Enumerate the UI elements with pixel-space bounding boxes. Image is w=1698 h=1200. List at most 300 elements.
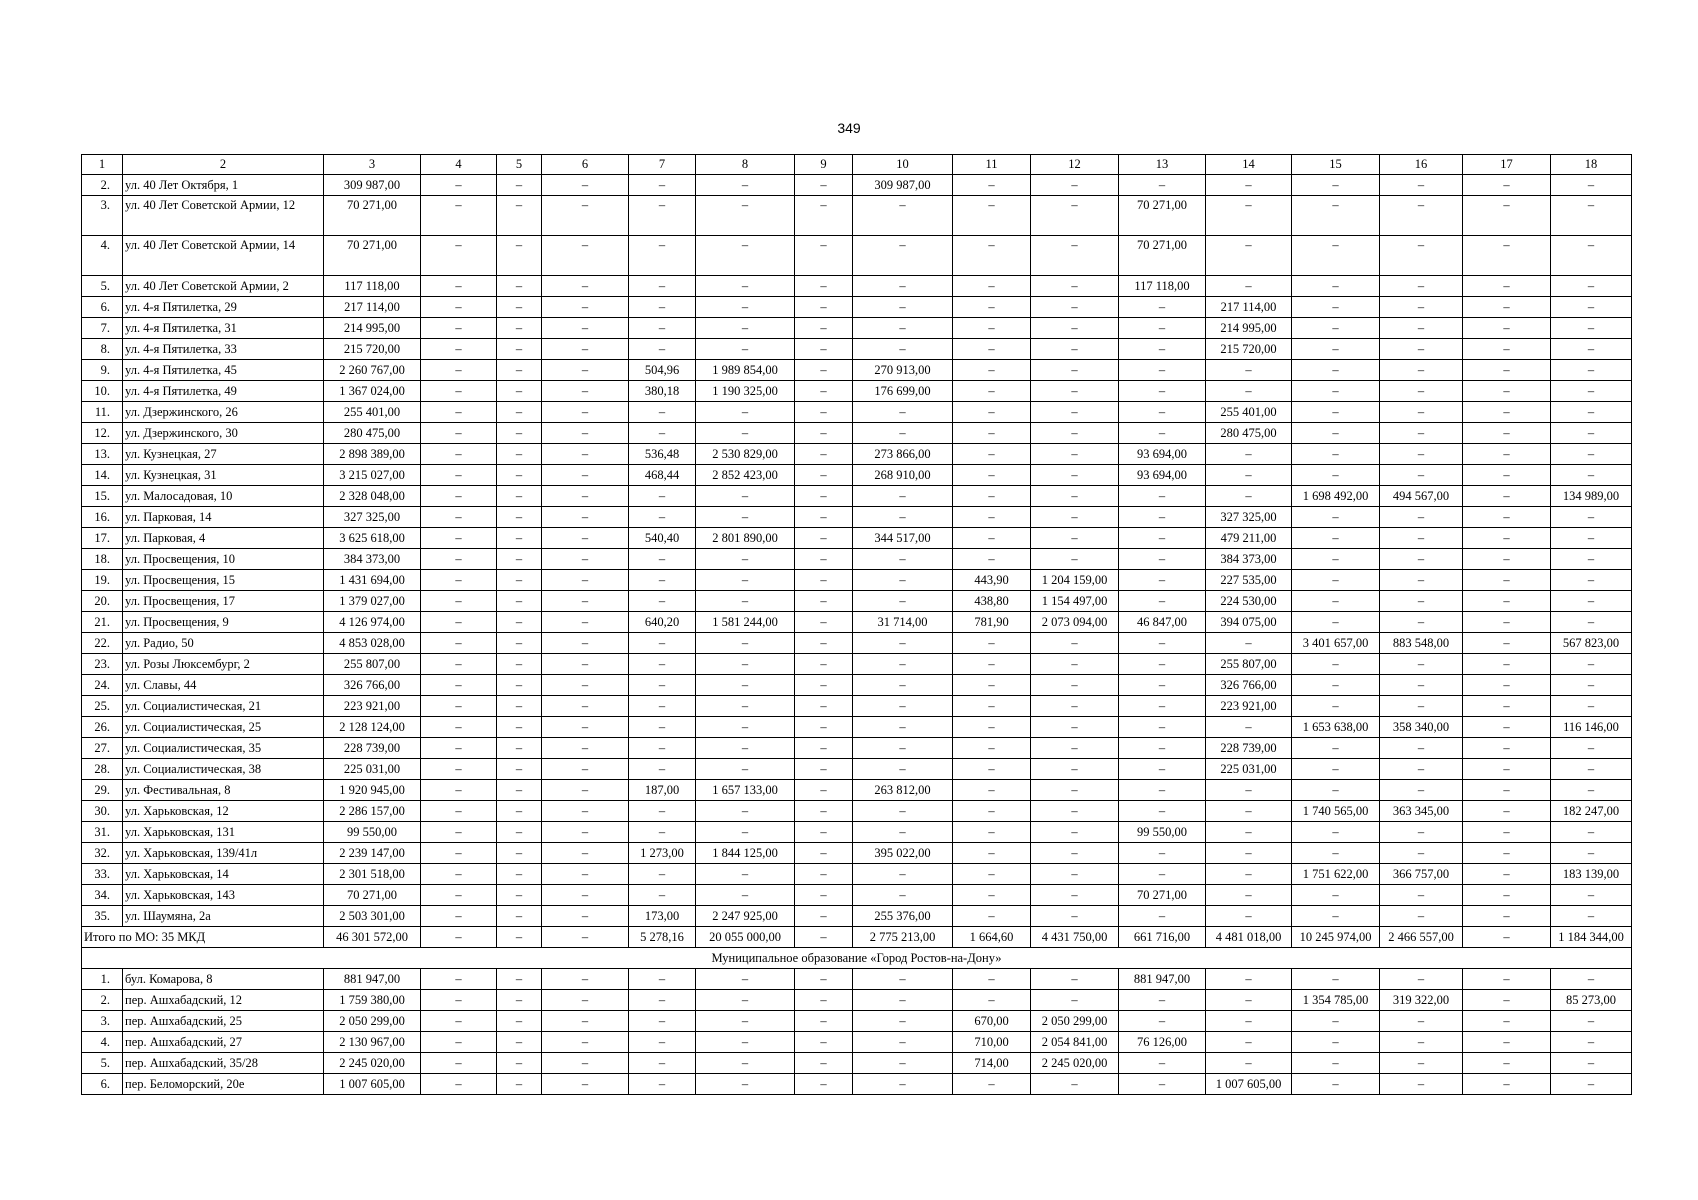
- value-cell: –: [696, 507, 795, 528]
- value-cell: –: [1292, 423, 1380, 444]
- value-cell: –: [1292, 1032, 1380, 1053]
- value-cell: –: [795, 1074, 853, 1095]
- value-cell: –: [1031, 675, 1119, 696]
- value-cell: –: [1380, 444, 1463, 465]
- value-cell: –: [795, 1032, 853, 1053]
- value-cell: –: [497, 276, 542, 297]
- row-number: 35.: [82, 906, 123, 927]
- value-cell: –: [853, 654, 953, 675]
- value-cell: –: [1206, 969, 1292, 990]
- row-number: 23.: [82, 654, 123, 675]
- value-cell: –: [1463, 675, 1551, 696]
- value-cell: –: [795, 528, 853, 549]
- value-cell: –: [795, 196, 853, 236]
- value-cell: –: [1551, 423, 1632, 444]
- table-row: [82, 612, 1632, 633]
- value-cell: –: [1551, 528, 1632, 549]
- value-cell: 395 022,00: [853, 843, 953, 864]
- value-cell: –: [542, 1032, 629, 1053]
- value-cell: –: [795, 236, 853, 276]
- value-cell: 567 823,00: [1551, 633, 1632, 654]
- value-cell: –: [629, 801, 696, 822]
- row-number: 6.: [82, 1074, 123, 1095]
- value-cell: –: [542, 843, 629, 864]
- value-cell: –: [953, 696, 1031, 717]
- value-cell: –: [953, 675, 1031, 696]
- table-row: [82, 297, 1632, 318]
- value-cell: –: [853, 633, 953, 654]
- value-cell: –: [421, 236, 497, 276]
- value-cell: –: [853, 759, 953, 780]
- value-cell: –: [1463, 969, 1551, 990]
- table-row: [82, 969, 1632, 990]
- value-cell: –: [1551, 1074, 1632, 1095]
- value-cell: –: [1292, 822, 1380, 843]
- value-cell: –: [1551, 196, 1632, 236]
- value-cell: –: [1031, 528, 1119, 549]
- value-cell: –: [421, 885, 497, 906]
- table-row: [82, 759, 1632, 780]
- column-number: 6: [542, 155, 629, 175]
- value-cell: –: [853, 1011, 953, 1032]
- value-cell: –: [1119, 175, 1206, 196]
- address-cell: ул. 4-я Пятилетка, 31: [123, 318, 324, 339]
- value-cell: –: [421, 360, 497, 381]
- value-cell: –: [1292, 738, 1380, 759]
- value-cell: –: [1463, 717, 1551, 738]
- value-cell: 2 801 890,00: [696, 528, 795, 549]
- value-cell: –: [1551, 591, 1632, 612]
- value-cell: 1 007 605,00: [1206, 1074, 1292, 1095]
- address-cell: ул. Харьковская, 131: [123, 822, 324, 843]
- value-cell: –: [696, 885, 795, 906]
- value-cell: –: [1031, 402, 1119, 423]
- address-cell: ул. Социалистическая, 35: [123, 738, 324, 759]
- value-cell: –: [1031, 339, 1119, 360]
- value-cell: –: [1380, 175, 1463, 196]
- value-cell: –: [1463, 1074, 1551, 1095]
- value-cell: –: [1463, 591, 1551, 612]
- value-cell: 1 354 785,00: [1292, 990, 1380, 1011]
- value-cell: –: [696, 423, 795, 444]
- row-number: 7.: [82, 318, 123, 339]
- value-cell: 1 379 027,00: [324, 591, 421, 612]
- value-cell: –: [542, 654, 629, 675]
- column-number: 16: [1380, 155, 1463, 175]
- value-cell: –: [1380, 969, 1463, 990]
- value-cell: –: [421, 759, 497, 780]
- value-cell: –: [421, 196, 497, 236]
- value-cell: –: [1463, 612, 1551, 633]
- value-cell: –: [1119, 339, 1206, 360]
- value-cell: –: [1119, 1053, 1206, 1074]
- value-cell: –: [853, 801, 953, 822]
- value-cell: –: [1292, 1011, 1380, 1032]
- value-cell: –: [953, 465, 1031, 486]
- value-cell: 215 720,00: [324, 339, 421, 360]
- value-cell: –: [1031, 236, 1119, 276]
- address-cell: ул. Шаумяна, 2а: [123, 906, 324, 927]
- table-row: [82, 444, 1632, 465]
- value-cell: –: [795, 339, 853, 360]
- table-row: [82, 570, 1632, 591]
- value-cell: –: [1463, 175, 1551, 196]
- total-value-cell: –: [421, 927, 497, 948]
- value-cell: 117 118,00: [324, 276, 421, 297]
- value-cell: –: [1463, 990, 1551, 1011]
- table-row: [82, 654, 1632, 675]
- total-value-cell: 1 184 344,00: [1551, 927, 1632, 948]
- value-cell: –: [1551, 738, 1632, 759]
- value-cell: –: [795, 717, 853, 738]
- value-cell: –: [1380, 822, 1463, 843]
- value-cell: –: [542, 423, 629, 444]
- value-cell: 384 373,00: [1206, 549, 1292, 570]
- row-number: 32.: [82, 843, 123, 864]
- value-cell: –: [696, 486, 795, 507]
- value-cell: 223 921,00: [1206, 696, 1292, 717]
- value-cell: –: [1292, 175, 1380, 196]
- value-cell: –: [542, 906, 629, 927]
- address-cell: ул. 40 Лет Советской Армии, 2: [123, 276, 324, 297]
- value-cell: –: [696, 297, 795, 318]
- value-cell: –: [629, 339, 696, 360]
- value-cell: –: [1119, 780, 1206, 801]
- value-cell: –: [853, 864, 953, 885]
- value-cell: –: [1463, 318, 1551, 339]
- value-cell: 176 699,00: [853, 381, 953, 402]
- value-cell: 217 114,00: [1206, 297, 1292, 318]
- value-cell: –: [853, 507, 953, 528]
- value-cell: –: [853, 675, 953, 696]
- value-cell: –: [1031, 486, 1119, 507]
- total-value-cell: 46 301 572,00: [324, 927, 421, 948]
- value-cell: 883 548,00: [1380, 633, 1463, 654]
- value-cell: –: [542, 486, 629, 507]
- value-cell: –: [629, 738, 696, 759]
- value-cell: –: [953, 444, 1031, 465]
- value-cell: 215 720,00: [1206, 339, 1292, 360]
- value-cell: –: [1463, 444, 1551, 465]
- value-cell: 380,18: [629, 381, 696, 402]
- row-number: 8.: [82, 339, 123, 360]
- value-cell: 2 239 147,00: [324, 843, 421, 864]
- value-cell: –: [1380, 528, 1463, 549]
- value-cell: –: [1380, 196, 1463, 236]
- value-cell: –: [696, 654, 795, 675]
- value-cell: –: [1380, 1011, 1463, 1032]
- value-cell: –: [853, 339, 953, 360]
- value-cell: 1 759 380,00: [324, 990, 421, 1011]
- value-cell: –: [1206, 360, 1292, 381]
- value-cell: –: [1463, 822, 1551, 843]
- value-cell: –: [1031, 633, 1119, 654]
- address-cell: ул. Славы, 44: [123, 675, 324, 696]
- value-cell: –: [853, 717, 953, 738]
- value-cell: –: [953, 969, 1031, 990]
- value-cell: –: [542, 822, 629, 843]
- value-cell: 3 625 618,00: [324, 528, 421, 549]
- value-cell: 327 325,00: [1206, 507, 1292, 528]
- table-row: [82, 1053, 1632, 1074]
- total-value-cell: 661 716,00: [1119, 927, 1206, 948]
- value-cell: –: [421, 591, 497, 612]
- value-cell: 2 054 841,00: [1031, 1032, 1119, 1053]
- value-cell: 710,00: [953, 1032, 1031, 1053]
- value-cell: –: [853, 1032, 953, 1053]
- value-cell: –: [497, 801, 542, 822]
- value-cell: –: [1551, 465, 1632, 486]
- value-cell: –: [1031, 276, 1119, 297]
- value-cell: –: [421, 906, 497, 927]
- value-cell: –: [629, 633, 696, 654]
- row-number: 16.: [82, 507, 123, 528]
- value-cell: –: [421, 549, 497, 570]
- table-row: [82, 175, 1632, 196]
- value-cell: –: [1292, 654, 1380, 675]
- value-cell: –: [542, 236, 629, 276]
- value-cell: –: [795, 633, 853, 654]
- value-cell: –: [542, 633, 629, 654]
- value-cell: –: [421, 717, 497, 738]
- value-cell: –: [1031, 843, 1119, 864]
- value-cell: 443,90: [953, 570, 1031, 591]
- row-number: 4.: [82, 236, 123, 276]
- value-cell: –: [1551, 360, 1632, 381]
- value-cell: –: [421, 633, 497, 654]
- value-cell: –: [1031, 822, 1119, 843]
- value-cell: –: [696, 801, 795, 822]
- value-cell: –: [1292, 591, 1380, 612]
- column-number: 1: [82, 155, 123, 175]
- address-cell: ул. 4-я Пятилетка, 33: [123, 339, 324, 360]
- value-cell: 363 345,00: [1380, 801, 1463, 822]
- row-number: 4.: [82, 1032, 123, 1053]
- value-cell: –: [1119, 570, 1206, 591]
- value-cell: –: [1292, 1053, 1380, 1074]
- value-cell: 263 812,00: [853, 780, 953, 801]
- address-cell: ул. Малосадовая, 10: [123, 486, 324, 507]
- value-cell: –: [696, 1074, 795, 1095]
- value-cell: –: [629, 990, 696, 1011]
- value-cell: –: [1119, 633, 1206, 654]
- value-cell: 881 947,00: [324, 969, 421, 990]
- value-cell: 479 211,00: [1206, 528, 1292, 549]
- value-cell: –: [1292, 381, 1380, 402]
- row-number: 2.: [82, 990, 123, 1011]
- value-cell: –: [696, 633, 795, 654]
- value-cell: –: [497, 885, 542, 906]
- value-cell: –: [1292, 196, 1380, 236]
- value-cell: –: [696, 822, 795, 843]
- value-cell: –: [1463, 236, 1551, 276]
- value-cell: –: [421, 738, 497, 759]
- value-cell: –: [497, 696, 542, 717]
- value-cell: –: [953, 297, 1031, 318]
- value-cell: –: [1031, 738, 1119, 759]
- value-cell: –: [1119, 381, 1206, 402]
- value-cell: 327 325,00: [324, 507, 421, 528]
- value-cell: –: [696, 675, 795, 696]
- value-cell: –: [795, 801, 853, 822]
- column-number: 17: [1463, 155, 1551, 175]
- value-cell: –: [497, 402, 542, 423]
- value-cell: –: [542, 465, 629, 486]
- row-number: 1.: [82, 969, 123, 990]
- table-row: [82, 885, 1632, 906]
- value-cell: –: [1463, 654, 1551, 675]
- value-cell: –: [1551, 507, 1632, 528]
- value-cell: 227 535,00: [1206, 570, 1292, 591]
- value-cell: –: [953, 402, 1031, 423]
- value-cell: 309 987,00: [853, 175, 953, 196]
- value-cell: –: [1380, 906, 1463, 927]
- value-cell: –: [421, 612, 497, 633]
- value-cell: –: [953, 1074, 1031, 1095]
- row-number: 25.: [82, 696, 123, 717]
- value-cell: –: [542, 381, 629, 402]
- row-number: 3.: [82, 196, 123, 236]
- table-row: [82, 633, 1632, 654]
- value-cell: –: [953, 381, 1031, 402]
- value-cell: –: [1031, 801, 1119, 822]
- value-cell: –: [1380, 276, 1463, 297]
- value-cell: –: [629, 969, 696, 990]
- value-cell: 494 567,00: [1380, 486, 1463, 507]
- row-number: 26.: [82, 717, 123, 738]
- value-cell: 268 910,00: [853, 465, 953, 486]
- value-cell: –: [1206, 276, 1292, 297]
- value-cell: 76 126,00: [1119, 1032, 1206, 1053]
- value-cell: –: [1206, 780, 1292, 801]
- column-number: 15: [1292, 155, 1380, 175]
- value-cell: 214 995,00: [324, 318, 421, 339]
- value-cell: –: [1206, 864, 1292, 885]
- value-cell: –: [953, 423, 1031, 444]
- value-cell: –: [497, 528, 542, 549]
- value-cell: –: [1292, 236, 1380, 276]
- value-cell: 225 031,00: [324, 759, 421, 780]
- value-cell: –: [1119, 423, 1206, 444]
- value-cell: 173,00: [629, 906, 696, 927]
- value-cell: –: [629, 864, 696, 885]
- table-row: [82, 549, 1632, 570]
- column-number: 12: [1031, 155, 1119, 175]
- value-cell: –: [497, 175, 542, 196]
- value-cell: –: [795, 843, 853, 864]
- value-cell: –: [629, 423, 696, 444]
- table-row: [82, 339, 1632, 360]
- value-cell: –: [795, 465, 853, 486]
- value-cell: –: [629, 675, 696, 696]
- value-cell: –: [1206, 236, 1292, 276]
- value-cell: –: [696, 402, 795, 423]
- value-cell: –: [542, 339, 629, 360]
- value-cell: –: [795, 1011, 853, 1032]
- page-number: 349: [837, 120, 861, 136]
- value-cell: –: [1463, 906, 1551, 927]
- value-cell: 2 050 299,00: [1031, 1011, 1119, 1032]
- value-cell: –: [953, 549, 1031, 570]
- value-cell: –: [542, 759, 629, 780]
- value-cell: –: [1551, 175, 1632, 196]
- value-cell: –: [1031, 465, 1119, 486]
- value-cell: –: [795, 402, 853, 423]
- value-cell: 31 714,00: [853, 612, 953, 633]
- value-cell: –: [542, 969, 629, 990]
- table-row: [82, 318, 1632, 339]
- value-cell: –: [1463, 1011, 1551, 1032]
- value-cell: –: [853, 318, 953, 339]
- value-cell: –: [953, 885, 1031, 906]
- value-cell: –: [421, 654, 497, 675]
- value-cell: –: [1292, 570, 1380, 591]
- value-cell: 1 989 854,00: [696, 360, 795, 381]
- row-number: 12.: [82, 423, 123, 444]
- column-number-row: [82, 155, 1632, 175]
- value-cell: –: [1031, 696, 1119, 717]
- value-cell: –: [542, 549, 629, 570]
- address-cell: бул. Комарова, 8: [123, 969, 324, 990]
- value-cell: –: [953, 360, 1031, 381]
- value-cell: –: [1551, 675, 1632, 696]
- total-value-cell: –: [497, 927, 542, 948]
- value-cell: –: [542, 402, 629, 423]
- value-cell: –: [1119, 1011, 1206, 1032]
- value-cell: –: [953, 864, 1031, 885]
- value-cell: 270 913,00: [853, 360, 953, 381]
- value-cell: –: [629, 1053, 696, 1074]
- value-cell: –: [421, 175, 497, 196]
- value-cell: –: [497, 570, 542, 591]
- value-cell: 2 301 518,00: [324, 864, 421, 885]
- value-cell: –: [497, 297, 542, 318]
- value-cell: –: [497, 549, 542, 570]
- value-cell: –: [497, 1011, 542, 1032]
- value-cell: –: [1031, 1074, 1119, 1095]
- value-cell: –: [795, 360, 853, 381]
- value-cell: –: [953, 990, 1031, 1011]
- value-cell: –: [1380, 297, 1463, 318]
- value-cell: –: [629, 1032, 696, 1053]
- value-cell: 881 947,00: [1119, 969, 1206, 990]
- value-cell: –: [795, 738, 853, 759]
- table-row: [82, 360, 1632, 381]
- total-value-cell: 2 466 557,00: [1380, 927, 1463, 948]
- value-cell: –: [497, 780, 542, 801]
- value-cell: 2 245 020,00: [324, 1053, 421, 1074]
- value-cell: –: [1119, 318, 1206, 339]
- row-number: 22.: [82, 633, 123, 654]
- value-cell: –: [1463, 486, 1551, 507]
- value-cell: –: [795, 570, 853, 591]
- value-cell: –: [497, 1032, 542, 1053]
- value-cell: –: [542, 196, 629, 236]
- value-cell: –: [629, 717, 696, 738]
- value-cell: 1 844 125,00: [696, 843, 795, 864]
- address-cell: ул. 40 Лет Советской Армии, 14: [123, 236, 324, 276]
- value-cell: 504,96: [629, 360, 696, 381]
- value-cell: –: [1551, 570, 1632, 591]
- value-cell: –: [1292, 276, 1380, 297]
- value-cell: –: [1380, 570, 1463, 591]
- value-cell: –: [1463, 570, 1551, 591]
- value-cell: 536,48: [629, 444, 696, 465]
- value-cell: –: [542, 885, 629, 906]
- value-cell: –: [696, 717, 795, 738]
- value-cell: –: [497, 612, 542, 633]
- total-value-cell: –: [795, 927, 853, 948]
